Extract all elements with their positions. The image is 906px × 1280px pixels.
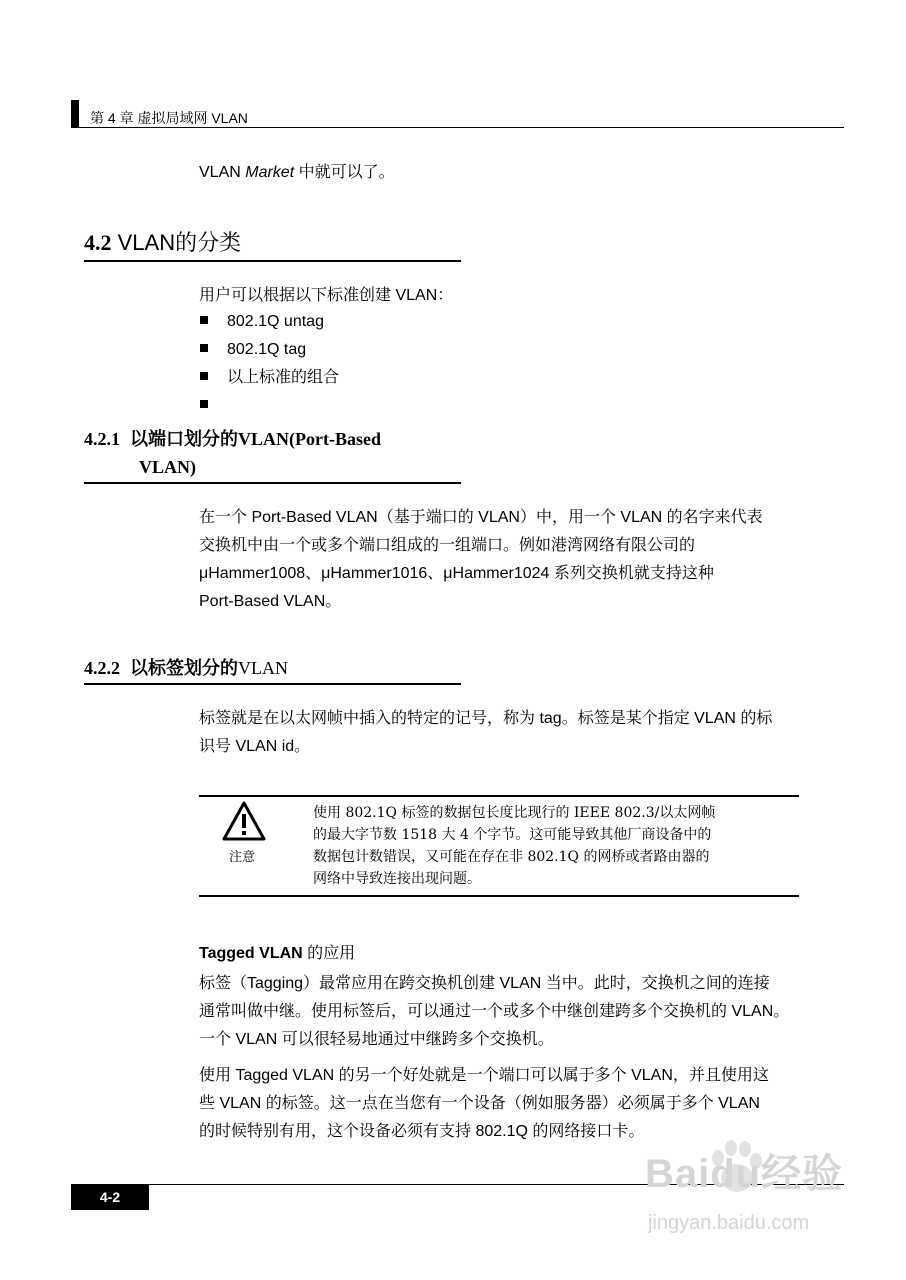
tagged-paragraph-1: 标签（Tagging）最常应用在跨交换机创建 VLAN 当中。此时，交换机之间的连接 通常叫做中继。使用标签后，可以通过一个或多个中继创建跨多个交换机的 VLAN。 一个 VLAN 可以很轻易地通过中继跨多个交换机。 [199,975,790,1048]
list-item: 802.1Q untag [200,308,339,336]
tagged-paragraph-2: 使用 Tagged VLAN 的另一个好处就是一个端口可以属于多个 VLAN，并且使用这 些 VLAN 的标签。这一点在当您有一个设备（例如服务器）必须属于多个 VLAN 的时候特别有用，这个设备必须有支持 802.1Q 的网络接口卡。 [199,1067,769,1140]
header-rule [71,127,844,128]
section-number: 4.2 [84,230,112,255]
list-item: 802.1Q tag [200,336,339,364]
list-item [200,392,339,420]
section-4-2-rule [84,260,461,262]
header-bar [71,100,79,128]
note-text: 使用 802.1Q 标签的数据包长度比现行的 IEEE 802.3/以太网帧 的最大字节数 1518 大 4 个字节。这可能导致其他厂商设备中的 数据包计数错误，又可能在存在非 802.1Q 的网桥或者路由器的 网络中导致连接出现问题。 [313,805,716,887]
section-title: VLAN的分类 [111,230,242,255]
intro-line: VLAN Market 中就可以了。 [199,164,395,181]
section-4-2-heading [84,226,241,257]
watermark-logo: Baidu经验 [645,1152,844,1196]
warning-icon [221,800,267,842]
watermark-url: jingyan.baidu.com [648,1212,810,1234]
bullet-square-icon [200,316,208,324]
bullet-square-icon [200,400,208,408]
section-4-2-1-paragraph: 在一个 Port-Based VLAN（基于端口的 VLAN）中，用一个 VLAN 的名字来代表 交换机中由一个或多个端口组成的一组端口。例如港湾网络有限公司的 μHammer1008、μHammer1016、μHammer1024 系列交换机就支持这种 Port-Based VLAN。 [199,509,763,610]
criteria-list [200,308,339,420]
section-4-2-1-heading: 4.2.1 以端口划分的VLAN(Port-Based VLAN) [84,429,381,477]
page-number: 4-2 [71,1184,149,1210]
bullet-square-icon [200,344,208,352]
section-4-2-lead: 用户可以根据以下标准创建 VLAN： [199,287,454,304]
section-4-2-2-rule [84,683,461,685]
section-4-2-2-paragraph: 标签就是在以太网帧中插入的特定的记号，称为 tag。标签是某个指定 VLAN 的标 识号 VLAN id。 [199,710,773,755]
list-item: 以上标准的组合 [200,364,339,392]
tagged-vlan-heading: Tagged VLAN 的应用 [199,945,356,962]
bullet-square-icon [200,372,208,380]
note-label: 注意 [229,849,256,864]
chapter-header: 第 4 章 虚拟局域网 VLAN [90,110,248,126]
section-4-2-2-heading: 4.2.2 以标签划分的VLAN [84,658,288,678]
section-4-2-1-rule [84,482,461,484]
